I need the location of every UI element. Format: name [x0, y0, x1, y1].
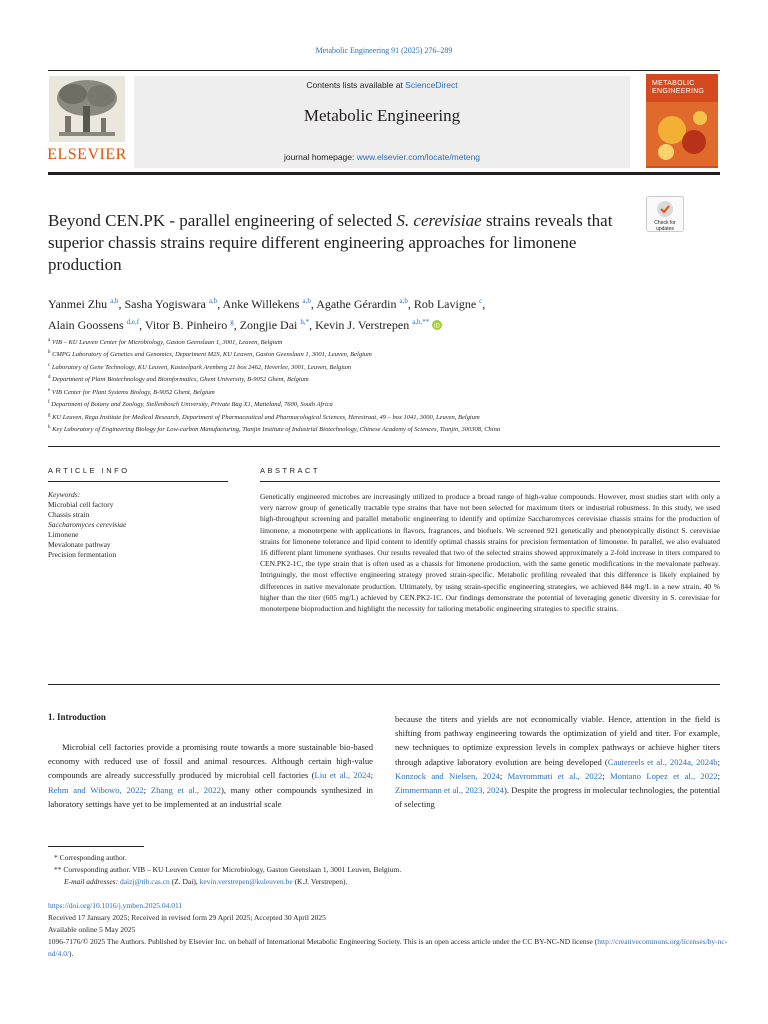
keyword: Mevalonate pathway: [48, 540, 111, 549]
header-rule-bottom: [48, 172, 720, 175]
citation-link[interactable]: Zimmermann et al., 2023, 2024: [395, 785, 504, 796]
homepage-line: [134, 152, 630, 162]
affiliation: $^b$ CMPG Laboratory of Genetics and Genomics, Department M2S, KU Leuven, Gaston Geenslaan 1, 3001, Leuven, Belgium: [48, 350, 372, 359]
affiliations: [48, 336, 720, 436]
author[interactable]: Agathe Gérardin $^{a,b}$: [316, 297, 408, 311]
corresponding-author-2: ** Corresponding author. VIB – KU Leuven Center for Microbiology, Gaston Geenslaan 1, 3001 Leuven, Belgium.: [54, 865, 402, 874]
citation-link[interactable]: Zhang et al., 2022: [150, 784, 221, 795]
keywords: [48, 490, 228, 560]
affiliation: $^g$ KU Leuven, Rega Institute for Medical Research, Department of Pharmaceutical and Pharmacological Sciences, Herestraat, 49 – box 1041, 3000, Leuven, Belgium: [48, 412, 480, 421]
cover-title-line2: ENGINEERING: [652, 88, 705, 95]
author[interactable]: Sasha Yogiswara $^{a,b}$: [124, 297, 218, 311]
divider: [260, 481, 720, 482]
citation-link[interactable]: Mavrommati et al., 2022: [507, 770, 603, 781]
email-link[interactable]: daizj@tib.cas.cn: [119, 877, 170, 886]
svg-text:iD: iD: [434, 323, 441, 330]
citation-link[interactable]: Konzock and Nielsen, 2024: [395, 770, 500, 781]
affiliation: $^e$ VIB Center for Plant Systems Biology, B-9052 Ghent, Belgium: [48, 387, 215, 396]
article-title: Beyond CEN.PK - parallel engineering of selected S. cerevisiae strains reveals that superior chassis strains require different engineering approaches for limonene production: [48, 211, 613, 274]
citation-link[interactable]: Cautereels et al., 2024a, 2024b: [607, 756, 718, 767]
doi-link[interactable]: https://doi.org/10.1016/j.ymben.2025.04.011: [48, 901, 183, 910]
journal-cover-thumbnail[interactable]: [646, 74, 718, 168]
author[interactable]: Yanmei Zhu $^{a,b}$: [48, 297, 119, 311]
check-updates-icon: [656, 200, 674, 218]
cover-title-line1: METABOLIC: [652, 80, 695, 87]
section-heading-introduction: 1. Introduction: [48, 712, 106, 722]
affiliation: $^h$ Key Laboratory of Engineering Biology for Low-carbon Manufacturing, Tianjin Institute of Industrial Biotechnology, Chinese Academy of Sciences, Tianjin, 300308, China: [48, 425, 501, 434]
elsevier-logo[interactable]: [46, 76, 128, 166]
citation-link[interactable]: Rehm and Wibowo, 2022: [48, 784, 144, 795]
keyword: Saccharomyces cerevisiae: [48, 520, 127, 529]
cover-art-icon: [646, 96, 718, 166]
keyword: Microbial cell factory: [48, 500, 114, 509]
sciencedirect-link[interactable]: ScienceDirect: [405, 80, 458, 90]
citation-link[interactable]: Liu et al., 2024: [314, 770, 371, 781]
affiliation: $^d$ Department of Plant Biotechnology and Bioinformatics, Ghent University, B-9052 Ghent, Belgium: [48, 375, 309, 384]
divider: [48, 684, 720, 685]
journal-name: Metabolic Engineering: [303, 106, 461, 125]
author[interactable]: Anke Willekens $^{a,b}$: [222, 297, 311, 311]
email-link[interactable]: kevin.verstrepen@kuleuven.be: [199, 877, 293, 886]
title-species: S. cerevisiae: [396, 211, 482, 230]
check-updates-label: Check for updates: [654, 220, 676, 232]
keyword: Precision fermentation: [48, 550, 117, 559]
check-for-updates-badge[interactable]: [646, 196, 684, 232]
author[interactable]: Vitor B. Pinheiro $^g$: [144, 318, 234, 332]
license-line: 1096-7176/© 2025 The Authors. Published by Elsevier Inc. on behalf of International Metabolic Engineering Society. This is an open access article under the CC BY-NC-ND license (http://creativecommons.org/licenses/by-nc-nd/4.0/).: [48, 937, 728, 958]
header-rule-top: [48, 70, 720, 71]
affiliation: $^f$ Department of Botany and Zoology, Stellenbosch University, Private Bag X1, Matieland, 7600, South Africa: [48, 400, 333, 409]
author-list: Yanmei Zhu $^{a,b}$, Sasha Yogiswara $^{a,b}$, Anke Willekens $^{a,b}$, Agathe Gérardin $^{a,b}$, Rob Lavigne $^c$, Alain Goossens $^{d,e,f}$, Vitor B. Pinheiro $^g$, Zongjie Dai $^{h,*}$, Kevin J. Verstrepen $^{a,b,**}$ iD: [48, 297, 486, 332]
journal-citation[interactable]: Metabolic Engineering 91 (2025) 276–289: [315, 46, 453, 55]
article-history: [48, 900, 728, 960]
corresponding-author-1: * Corresponding author.: [54, 853, 127, 862]
author[interactable]: Rob Lavigne $^c$: [413, 297, 483, 311]
article-info-heading: ARTICLE INFO: [48, 466, 130, 475]
author[interactable]: Alain Goossens $^{d,e,f}$: [48, 318, 140, 332]
keywords-label: Keywords:: [48, 490, 81, 499]
abstract-heading: ABSTRACT: [260, 466, 321, 475]
affiliation: $^c$ Laboratory of Gene Technology, KU Leuven, Kasteelpark Arenberg 21 box 2462, Heverlee, 3001, Leuven, Belgium: [48, 362, 352, 372]
orcid-icon[interactable]: [432, 320, 442, 330]
keyword: Chassis strain: [48, 510, 90, 519]
divider: [48, 481, 228, 482]
keyword: Limonene: [48, 530, 79, 539]
contents-prefix: Contents lists available at: [306, 80, 406, 90]
online-date: Available online 5 May 2025: [48, 925, 136, 934]
abstract-text: Genetically engineered microbes are increasingly utilized to produce a broad range of high-value compounds. However, most studies start with only a very narrow group of genetically tractable type strains that have not been selected for maximum titers or industrial robustness. In this study, we used high-throughput screening and parallel metabolic engineering to identify and optimize Saccharomyces cerevisiae chassis strains for the production of limonene, a monoterpene with applications in flavors, fragrances, and biofuels. We screened 921 genetically and phenotypically distinct S. cerevisiae strains for limonene tolerance and lipid content to identify optimal chassis strains for precision fermentation of limonene. In parallel, we also evaluated 16 different plant limonene synthases. Our results revealed that two of the selected strains showed approximately a 2-fold increase in titers compared to CEN.PK2-1C, the type strain that is often used as a chassis for limonene production, with the same genetic modifications in the mevalonate pathway. Intriguingly, the most effective engineering strategy proved strain-specific. Metabolic profiling revealed that this difference is likely explained by differences in native mevalonate production. Ultimately, by using strain-specific engineering strategies, we achieved 844 mg/L in a new strain, 40 % higher than the titer (605 mg/L) achieved by CEN.PK2-1C. Our findings demonstrate the potential of leveraging genetic diversity in S. cerevisiae for monoterpene bioproduction and highlight the necessity for tailoring metabolic engineering strategies to specific strains.: [260, 492, 720, 614]
divider: [48, 446, 720, 447]
footnote-corresponding: [54, 852, 734, 888]
email-line: E-mail addresses: daizj@tib.cas.cn (Z. Dai), kevin.verstrepen@kuleuven.be (K.J. Verstrepen).: [64, 877, 348, 886]
affiliation: $^a$ VIB – KU Leuven Center for Microbiology, Gaston Geenslaan 1, 3001, Leuven, Belgium: [48, 338, 283, 347]
intro-paragraph-right: because the titers and yields are not economically viable. Hence, attention in the field is shifting from pathway engineering towards the optimization of yield and titer. For example, new techniques to optimize expression levels in complex pathways or achieve higher titers through adaptive laboratory evolution are being developed (Cautereels et al., 2024a, 2024b; Konzock and Nielsen, 2024; Mavrommati et al., 2022; Montano Lopez et al., 2022; Zimmermann et al., 2023, 2024). Despite the progress in molecular technologies, the potential of selecting: [395, 714, 721, 810]
elsevier-wordmark: ELSEVIER: [47, 146, 127, 163]
license-link[interactable]: http://creativecommons.org/licenses/by-nc-nd/4.0/: [48, 937, 728, 958]
contents-line: [134, 80, 630, 90]
homepage-link[interactable]: www.elsevier.com/locate/meteng: [356, 152, 481, 162]
tree-emblem-icon: [49, 76, 125, 142]
received-dates: Received 17 January 2025; Received in revised form 29 April 2025; Accepted 30 April 2025: [48, 913, 326, 922]
homepage-prefix: journal homepage:: [283, 152, 357, 162]
intro-paragraph-left: Microbial cell factories provide a promising route towards a more sustainable bio-based economy with reduced use of fossil and animal resources. Although certain high-value compounds are already successfully produced by microbial cell factories (Liu et al., 2024; Rehm and Wibowo, 2022; Zhang et al., 2022), many other compounds synthesized in laboratory settings have yet to be implemented at an industrial scale: [48, 742, 373, 809]
footnote-rule: [48, 846, 144, 847]
citation-link[interactable]: Montano Lopez et al., 2022: [610, 770, 718, 781]
author[interactable]: Kevin J. Verstrepen $^{a,b,**}$: [315, 318, 430, 332]
author[interactable]: Zongjie Dai $^{h,*}$: [239, 318, 310, 332]
